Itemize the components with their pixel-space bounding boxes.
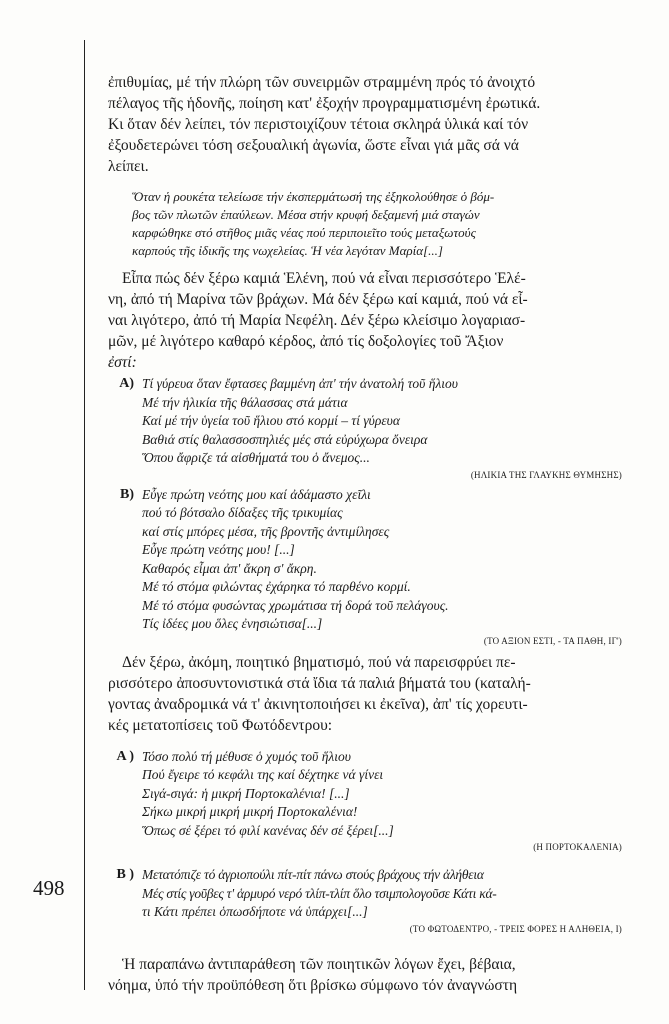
poem-line: Τόσο πολύ τή μέθυσε ὁ χυμός τοῦ ἥλιου	[142, 748, 351, 764]
poem-line: Πού ἔγειρε τό κεφάλι της καί δέχτηκε νά γίνει	[142, 767, 384, 782]
text-line: ἐξουδετερώνει τόση σεξουαλική ἀγωνία, ὥστε εἶναι γιά μᾶς σά νά	[108, 137, 519, 154]
text-line: Δέν ξέρω, ἀκόμη, ποιητικό βηματισμό, πού νά παρεισφρύει πε-	[122, 653, 516, 671]
poem-excerpt-d	[108, 866, 622, 936]
poem-source: (ΗΛΙΚΙΑ ΤΗΣ ΓΛΑΥΚΗΣ ΘΥΜΗΣΗΣ)	[470, 469, 622, 480]
poem-label: Β)	[120, 486, 134, 502]
text-line: Εἶπα πώς δέν ξέρω καμιά Ἑλένη, πού νά εἶναι περισσότερο Ἑλέ-	[122, 270, 526, 287]
poem-line: Καθαρός εἶμαι ἀπ' ἄκρη σ' ἄκρη.	[142, 560, 317, 576]
poem-label: Α)	[119, 376, 134, 391]
text-line: λείπει.	[108, 158, 149, 175]
poem-line: Ὅπως σέ ξέρει τό φιλί κανένας δέν σέ ξέρει[...]	[142, 822, 394, 838]
margin-rule	[84, 40, 85, 990]
poem-label: Α )	[116, 748, 134, 764]
poem-line: Μετατόπιζε τό ἀγριοπούλι πίτ-πίτ πάνω στούς βράχους τήν ἀλήθεια	[142, 867, 484, 882]
paragraph-2	[108, 268, 622, 373]
poem-line: Μές στίς γοῦβες τ' ἁρμυρό νερό τλίπ-τλίπ ὅλο τσιμπολογοῦσε Κάτι κά-	[142, 885, 497, 901]
paragraph-4	[108, 954, 622, 996]
text-line: Κι ὅταν δέν λείπει, τόν περιστοιχίζουν τέτοια σκληρά ὑλικά καί τόν	[108, 116, 529, 133]
text-line: μῶν, μέ λιγότερο καθαρό κέρδος, ἀπό τίς δοξολογίες τοῦ Ἄξιον	[108, 333, 504, 350]
poem-line: Ὅπου ἄφριζε τά αἰσθήματά του ὁ ἄνεμος...	[142, 450, 370, 465]
poem-source: (ΤΟ ΑΞΙΟΝ ΕΣΤΙ, - ΤΑ ΠΑΘΗ, ΙΓ')	[483, 635, 622, 646]
poem-line: Μέ τήν ἡλικία τῆς θάλασσας στά μάτια	[142, 394, 348, 410]
text-line: νη, ἀπό τή Μαρίνα τῶν βράχων. Μά δέν ξέρω καί καμιά, πού νά εἶ-	[108, 291, 528, 308]
text-line: νόημα, ὑπό τήν προϋπόθεση ὅτι βρίσκω σύμφωνο τόν ἀναγνώστη	[108, 976, 518, 994]
quote-line: καρπούς τῆς ἰδικῆς της νωχελείας. Ἡ νέα λεγόταν Μαρία[...]	[132, 243, 443, 258]
text-line: κές μετατοπίσεις τοῦ Φωτόδεντρου:	[108, 716, 333, 734]
page-number: 498	[33, 876, 65, 900]
poem-line: Σιγά-σιγά: ἡ μικρή Πορτοκαλένια! [...]	[142, 785, 350, 801]
poem-line: Μέ τό στόμα φυσώντας χρωμάτισα τή δορά τοῦ πελάγους.	[142, 597, 449, 613]
quote-line: Ὅταν ἡ ρουκέτα τελείωσε τήν ἐκσπερμάτωσή της ἐξηκολούθησε ὁ βόμ-	[132, 189, 495, 204]
text-line: ἐπιθυμίας, μέ τήν πλώρη τῶν συνειρμῶν στραμμένη πρός τό ἀνοιχτό	[108, 74, 536, 91]
text-line: ρισσότερο ἀποσυντονιστικά στά ἴδια τά παλιά βήματά του (καταλή-	[108, 674, 531, 692]
poem-line: Σήκω μικρή μικρή μικρή Πορτοκαλένια!	[142, 804, 358, 819]
poem-line: Τί γύρευα ὅταν ἔφτασες βαμμένη ἀπ' τήν ἀνατολή τοῦ ἥλιου	[142, 376, 458, 391]
poem-line: Καί μέ τήν ὑγεία τοῦ ἥλιου στό κορμί – τί γύρευα	[142, 413, 400, 428]
poem-line: Τίς ἰδέες μου ὅλες ἐνησιώτισα[...]	[142, 616, 323, 631]
paragraph-3	[108, 652, 622, 736]
poem-line: Εὖγε πρώτη νεότης μου! [...]	[142, 542, 295, 557]
poem-excerpt-b	[108, 486, 622, 648]
quote-line: βος τῶν πλωτῶν ἐπαύλεων. Μέσα στήν κρυφή δεξαμενή μιά σταγών	[132, 207, 480, 222]
text-line: πέλαγος τῆς ἡδονῆς, ποίηση κατ' ἐξοχήν προγραμματισμένη ἐρωτικά.	[108, 95, 541, 112]
text-line: Ἡ παραπάνω ἀντιπαράθεση τῶν ποιητικῶν λόγων ἔχει, βέβαια,	[122, 955, 516, 973]
text-line: γοντας ἀναδρομικά νά τ' ἀκινητοποιήσει κι ἐκεῖνα), ἀπ' τίς χορευτι-	[108, 695, 528, 713]
poem-source: (ΤΟ ΦΩΤΟΔΕΝΤΡΟ, - ΤΡΕΙΣ ΦΟΡΕΣ Η ΑΛΗΘΕΙΑ, Ι)	[409, 923, 622, 934]
poem-line: τι Κάτι πρέπει ὁπωσδήποτε νά ὑπάρχει[...]	[142, 904, 368, 919]
paragraph-1	[108, 72, 622, 177]
page-body	[108, 72, 622, 996]
poem-source: (Η ΠΟΡΤΟΚΑΛΕΝΙΑ)	[533, 842, 622, 852]
quote-line: καρφώθηκε στό στῆθος μιᾶς νέας πού περιποιεῖτο τούς μεταξωτούς	[132, 225, 476, 240]
poem-line: Μέ τό στόμα φιλώντας ἐχάρηκα τό παρθένο κορμί.	[142, 579, 411, 594]
poem-line: Εὖγε πρώτη νεότης μου καί ἀδάμαστο χεῖλι	[142, 486, 371, 502]
prose-quote	[132, 188, 622, 260]
poem-line: καί στίς μπόρες μέσα, τῆς βροντῆς ἀντιμίλησες	[142, 523, 390, 539]
poem-excerpt-c	[108, 748, 622, 855]
poem-excerpt-a	[108, 375, 622, 482]
poem-line: πού τό βότσαλο δίδαξες τῆς τρικυμίας	[142, 505, 343, 520]
text-line: ναι λιγότερο, ἀπό τή Μαρία Νεφέλη. Δέν ξέρω κλείσιμο λογαριασ-	[108, 312, 526, 329]
poem-label: Β )	[116, 867, 134, 882]
poem-line: Βαθιά στίς θαλασσοσπηλιές μές στά εὐρύχωρα ὄνειρα	[142, 431, 428, 447]
text-line: ἐστί:	[108, 354, 137, 371]
